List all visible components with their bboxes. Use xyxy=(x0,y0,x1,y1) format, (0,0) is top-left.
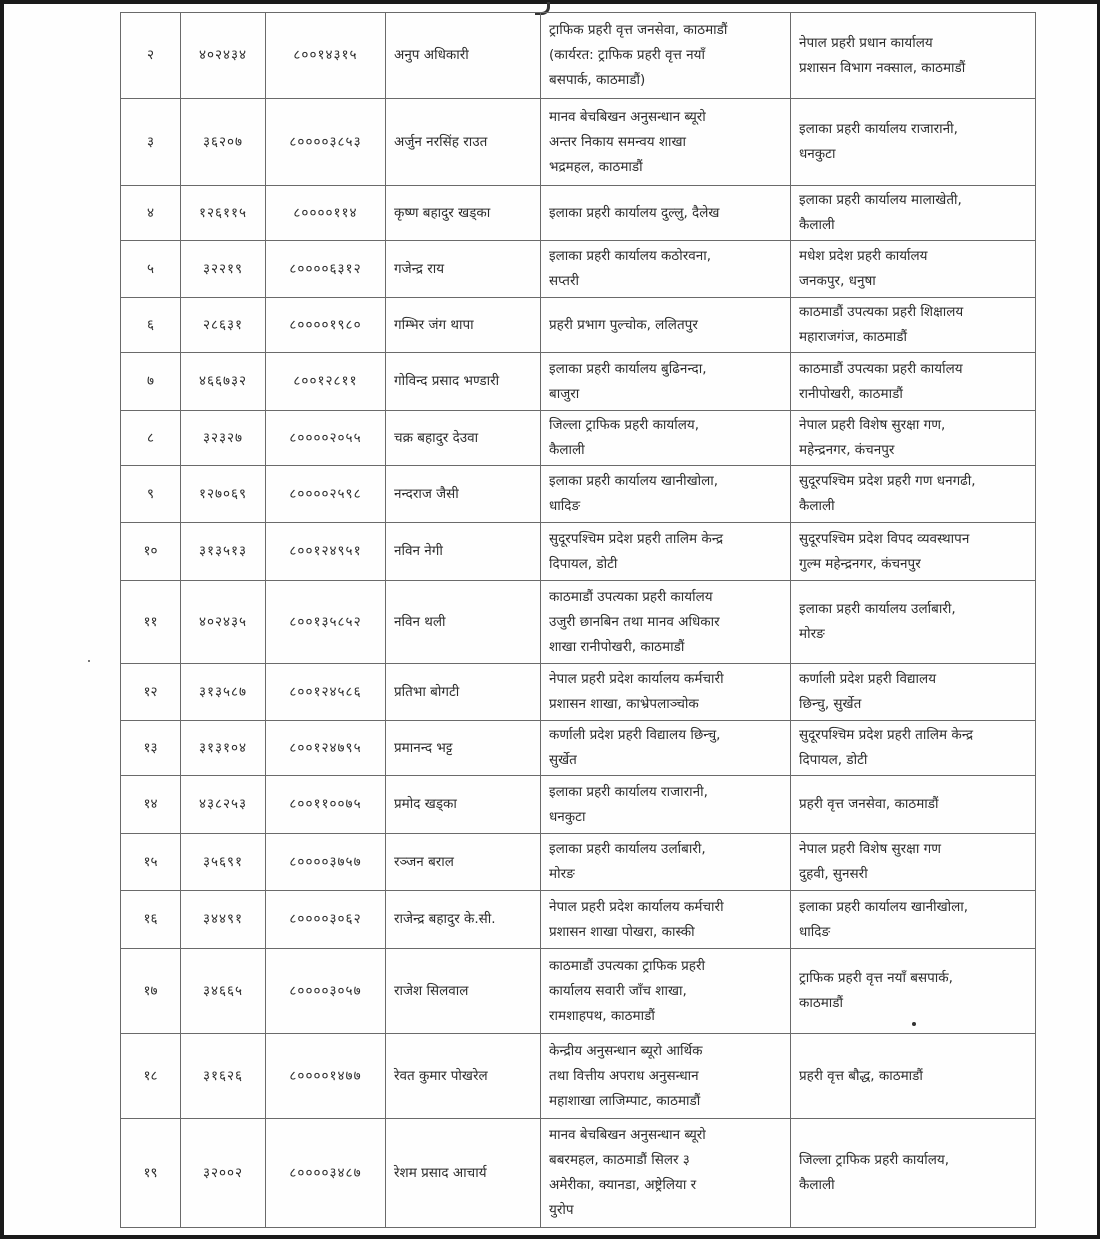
id-number-cell: ४०२४३४ xyxy=(181,13,266,99)
code-number-cell: ८००१२४९५१ xyxy=(266,523,386,581)
code-number-cell: ८००००२५९८ xyxy=(266,466,386,523)
code-number-cell: ८००००३८५३ xyxy=(266,99,386,186)
current-office-cell xyxy=(541,834,791,891)
id-number-cell: ४३८२५३ xyxy=(181,776,266,834)
serial-cell: १० xyxy=(121,523,181,581)
code-number-cell: ८००००३०६२ xyxy=(266,891,386,949)
current-office-line: सुदूरपश्चिम प्रदेश प्रहरी तालिम केन्द्र xyxy=(549,530,724,547)
table-row xyxy=(121,1119,1036,1228)
current-office-line: अमेरीका, क्यानडा, अष्ट्रेलिया र xyxy=(549,1177,697,1193)
current-office-cell xyxy=(541,298,791,353)
name-cell: अनुप अधिकारी xyxy=(386,13,541,99)
id-number-cell: ४०२४३५ xyxy=(181,581,266,664)
serial-cell: १२ xyxy=(121,664,181,721)
current-office-line: बसपार्क, काठमाडौं) xyxy=(549,72,646,88)
table-row xyxy=(121,664,1036,721)
transferred-office-line: दुहवी, सुनसरी xyxy=(799,866,868,882)
code-number-cell: ८००००३०५७ xyxy=(266,949,386,1034)
transferred-office-cell xyxy=(791,1119,1036,1228)
serial-cell: १३ xyxy=(121,721,181,776)
transferred-office-cell xyxy=(791,241,1036,298)
transferred-office-cell xyxy=(791,581,1036,664)
current-office-line: अन्तर निकाय समन्वय शाखा xyxy=(549,133,687,150)
transferred-office-cell xyxy=(791,891,1036,949)
transferred-office-line: इलाका प्रहरी कार्यालय राजारानी, xyxy=(799,121,958,137)
name-cell: राजेश सिलवाल xyxy=(386,949,541,1034)
code-number-cell: ८००१२४७९५ xyxy=(266,721,386,776)
transferred-office-line: प्रशासन विभाग नक्साल, काठमाडौं xyxy=(799,59,966,76)
table-row xyxy=(121,13,1036,99)
serial-cell: १४ xyxy=(121,776,181,834)
serial-cell: २ xyxy=(121,13,181,99)
code-number-cell: ८००१३५८५२ xyxy=(266,581,386,664)
table-row xyxy=(121,99,1036,186)
current-office-cell xyxy=(541,241,791,298)
current-office-line: प्रहरी प्रभाग पुल्चोक, ललितपुर xyxy=(549,316,698,333)
transferred-office-line: प्रहरी वृत्त बौद्ध, काठमाडौं xyxy=(799,1067,923,1084)
current-office-line: काठमाडौं उपत्यका ट्राफिक प्रहरी xyxy=(549,957,705,974)
transferred-office-cell xyxy=(791,834,1036,891)
current-office-line: युरोप xyxy=(549,1202,574,1218)
transferred-office-line: काठमाडौं उपत्यका प्रहरी शिक्षालय xyxy=(799,304,964,320)
current-office-cell xyxy=(541,581,791,664)
current-office-line: भद्रमहल, काठमाडौं xyxy=(549,158,643,175)
current-office-line: रामशाहपथ, काठमाडौं xyxy=(549,1007,655,1024)
current-office-line: कर्णाली प्रदेश प्रहरी विद्यालय छिन्चु, xyxy=(549,727,721,743)
transferred-office-cell xyxy=(791,523,1036,581)
id-number-cell: १२७०६९ xyxy=(181,466,266,523)
code-number-cell: ८००११००७५ xyxy=(266,776,386,834)
current-office-cell xyxy=(541,411,791,466)
name-cell: गजेन्द्र राय xyxy=(386,241,541,298)
code-number-cell: ८००१२८११ xyxy=(266,353,386,411)
transfer-table xyxy=(120,12,1036,1228)
name-cell: नन्दराज जैसी xyxy=(386,466,541,523)
current-office-line: सुर्खेत xyxy=(549,752,577,768)
current-office-line: बाजुरा xyxy=(549,385,580,402)
code-number-cell: ८००१४३१५ xyxy=(266,13,386,99)
table-row xyxy=(121,523,1036,581)
current-office-cell xyxy=(541,186,791,241)
transferred-office-line: काठमाडौं xyxy=(799,995,843,1011)
current-office-line: इलाका प्रहरी कार्यालय खानीखोला, xyxy=(549,473,719,489)
transferred-office-cell xyxy=(791,99,1036,186)
transferred-office-line: छिन्चु, सुर्खेत xyxy=(799,696,862,712)
current-office-cell xyxy=(541,664,791,721)
code-number-cell: ८००००२०५५ xyxy=(266,411,386,466)
current-office-line: इलाका प्रहरी कार्यालय कठोरवना, xyxy=(549,248,712,264)
name-cell: रेशम प्रसाद आचार्य xyxy=(386,1119,541,1228)
serial-cell: ८ xyxy=(121,411,181,466)
transferred-office-line: महाराजगंज, काठमाडौं xyxy=(799,329,907,345)
name-cell: प्रमानन्द भट्ट xyxy=(386,721,541,776)
transferred-office-line: मोरङ xyxy=(799,626,825,642)
transferred-office-line: प्रहरी वृत्त जनसेवा, काठमाडौं xyxy=(799,796,939,812)
current-office-line: कार्यालय सवारी जाँच शाखा, xyxy=(549,982,687,999)
id-number-cell: ३१३५८७ xyxy=(181,664,266,721)
serial-cell: ११ xyxy=(121,581,181,664)
code-number-cell: ८००००१४७७ xyxy=(266,1034,386,1119)
current-office-line: धनकुटा xyxy=(549,808,586,825)
transferred-office-line: काठमाडौं उपत्यका प्रहरी कार्यालय xyxy=(799,360,963,377)
table-body xyxy=(121,13,1036,1228)
table-row xyxy=(121,949,1036,1034)
current-office-cell xyxy=(541,1119,791,1228)
id-number-cell: ३१३५१३ xyxy=(181,523,266,581)
scan-dot xyxy=(912,1022,916,1026)
name-cell: कृष्ण बहादुर खड्का xyxy=(386,186,541,241)
transferred-office-cell xyxy=(791,466,1036,523)
serial-cell: १७ xyxy=(121,949,181,1034)
transferred-office-line: दिपायल, डोटी xyxy=(799,752,868,768)
name-cell: प्रतिभा बोगटी xyxy=(386,664,541,721)
table-row xyxy=(121,721,1036,776)
serial-cell: १८ xyxy=(121,1034,181,1119)
table-row xyxy=(121,411,1036,466)
transferred-office-line: जिल्ला ट्राफिक प्रहरी कार्यालय, xyxy=(799,1152,950,1168)
id-number-cell: ३५६९१ xyxy=(181,834,266,891)
transferred-office-line: सुदूरपश्चिम प्रदेश विपद व्यवस्थापन xyxy=(799,530,970,547)
id-number-cell: ३२३२७ xyxy=(181,411,266,466)
serial-cell: ७ xyxy=(121,353,181,411)
name-cell: नविन नेगी xyxy=(386,523,541,581)
current-office-cell xyxy=(541,1034,791,1119)
transferred-office-cell xyxy=(791,353,1036,411)
current-office-line: ट्राफिक प्रहरी वृत्त जनसेवा, काठमाडौं xyxy=(549,22,728,38)
transferred-office-line: इलाका प्रहरी कार्यालय खानीखोला, xyxy=(799,898,969,915)
code-number-cell: ८००००११४ xyxy=(266,186,386,241)
transferred-office-cell xyxy=(791,298,1036,353)
transferred-office-line: धादिङ xyxy=(799,923,831,940)
current-office-cell xyxy=(541,721,791,776)
table-row xyxy=(121,776,1036,834)
current-office-line: प्रशासन शाखा, काभ्रेपलाञ्चोक xyxy=(549,696,699,712)
code-number-cell: ८००१२४५८६ xyxy=(266,664,386,721)
current-office-line: प्रशासन शाखा पोखरा, कास्की xyxy=(549,923,695,940)
current-office-line: सप्तरी xyxy=(549,273,579,289)
serial-cell: ९ xyxy=(121,466,181,523)
transferred-office-line: धनकुटा xyxy=(799,146,836,162)
current-office-line: दिपायल, डोटी xyxy=(549,555,618,572)
id-number-cell: ३२२१९ xyxy=(181,241,266,298)
id-number-cell: १२६११५ xyxy=(181,186,266,241)
current-office-cell xyxy=(541,353,791,411)
serial-cell: ६ xyxy=(121,298,181,353)
transferred-office-cell xyxy=(791,13,1036,99)
id-number-cell: ३१३१०४ xyxy=(181,721,266,776)
name-cell: रेवत कुमार पोखरेल xyxy=(386,1034,541,1119)
current-office-cell xyxy=(541,13,791,99)
serial-cell: ४ xyxy=(121,186,181,241)
transferred-office-cell xyxy=(791,411,1036,466)
table-row xyxy=(121,834,1036,891)
transferred-office-cell xyxy=(791,1034,1036,1119)
table-row xyxy=(121,581,1036,664)
current-office-cell xyxy=(541,99,791,186)
current-office-line: बबरमहल, काठमाडौं सिलर ३ xyxy=(549,1152,690,1168)
transferred-office-line: गुल्म महेन्द्रनगर, कंचनपुर xyxy=(799,555,921,572)
transferred-office-line: मधेश प्रदेश प्रहरी कार्यालय xyxy=(799,248,928,264)
current-office-line: उजुरी छानबिन तथा मानव अधिकार xyxy=(549,613,720,630)
current-office-line: शाखा रानीपोखरी, काठमाडौं xyxy=(549,638,685,655)
current-office-line: इलाका प्रहरी कार्यालय बुढिनन्दा, xyxy=(549,360,707,377)
current-office-line: कैलाली xyxy=(549,442,585,458)
name-cell: चक्र बहादुर देउवा xyxy=(386,411,541,466)
transferred-office-cell xyxy=(791,776,1036,834)
transferred-office-line: महेन्द्रनगर, कंचनपुर xyxy=(799,442,895,458)
transferred-office-line: जनकपुर, धनुषा xyxy=(799,273,876,289)
serial-cell: १६ xyxy=(121,891,181,949)
transferred-office-line: इलाका प्रहरी कार्यालय मालाखेती, xyxy=(799,192,962,208)
table-row xyxy=(121,241,1036,298)
table-row xyxy=(121,891,1036,949)
code-number-cell: ८००००३७५७ xyxy=(266,834,386,891)
current-office-line: नेपाल प्रहरी प्रदेश कार्यालय कर्मचारी xyxy=(549,898,724,915)
transferred-office-line: कर्णाली प्रदेश प्रहरी विद्यालय xyxy=(799,671,937,687)
table-row xyxy=(121,1034,1036,1119)
transferred-office-line: सुदूरपश्चिम प्रदेश प्रहरी तालिम केन्द्र xyxy=(799,727,974,743)
serial-cell: १९ xyxy=(121,1119,181,1228)
code-number-cell: ८००००६३१२ xyxy=(266,241,386,298)
current-office-line: केन्द्रीय अनुसन्धान ब्यूरो आर्थिक xyxy=(549,1042,703,1059)
current-office-line: इलाका प्रहरी कार्यालय उर्लाबारी, xyxy=(549,841,706,857)
id-number-cell: ३२००२ xyxy=(181,1119,266,1228)
id-number-cell: ३४६६५ xyxy=(181,949,266,1034)
current-office-cell xyxy=(541,523,791,581)
table-row xyxy=(121,466,1036,523)
transferred-office-line: इलाका प्रहरी कार्यालय उर्लाबारी, xyxy=(799,601,956,617)
current-office-cell xyxy=(541,466,791,523)
code-number-cell: ८००००३४८७ xyxy=(266,1119,386,1228)
serial-cell: ५ xyxy=(121,241,181,298)
code-number-cell: ८००००१९८० xyxy=(266,298,386,353)
id-number-cell: ४६६७३२ xyxy=(181,353,266,411)
current-office-line: महाशाखा लाजिम्पाट, काठमाडौं xyxy=(549,1092,701,1109)
name-cell: राजेन्द्र बहादुर के.सी. xyxy=(386,891,541,949)
current-office-line: मोरङ xyxy=(549,866,575,882)
name-cell: अर्जुन नरसिंह राउत xyxy=(386,99,541,186)
transferred-office-line: कैलाली xyxy=(799,1177,835,1193)
table-row xyxy=(121,186,1036,241)
id-number-cell: ३६२०७ xyxy=(181,99,266,186)
transferred-office-line: कैलाली xyxy=(799,498,835,514)
transferred-office-line: सुदूरपश्चिम प्रदेश प्रहरी गण धनगढी, xyxy=(799,473,976,489)
current-office-line: काठमाडौं उपत्यका प्रहरी कार्यालय xyxy=(549,588,713,605)
serial-cell: १५ xyxy=(121,834,181,891)
current-office-line: नेपाल प्रहरी प्रदेश कार्यालय कर्मचारी xyxy=(549,671,724,687)
transferred-office-line: कैलाली xyxy=(799,217,835,233)
transferred-office-cell xyxy=(791,949,1036,1034)
current-office-line: जिल्ला ट्राफिक प्रहरी कार्यालय, xyxy=(549,417,700,433)
current-office-line: (कार्यरत: ट्राफिक प्रहरी वृत्त नयाँ xyxy=(549,47,705,63)
name-cell: रञ्जन बराल xyxy=(386,834,541,891)
current-office-line: तथा वित्तीय अपराध अनुसन्धान xyxy=(549,1067,699,1084)
current-office-line: इलाका प्रहरी कार्यालय राजारानी, xyxy=(549,783,708,800)
transferred-office-line: नेपाल प्रहरी विशेष सुरक्षा गण, xyxy=(799,417,946,433)
transferred-office-line: नेपाल प्रहरी विशेष सुरक्षा गण xyxy=(799,841,942,857)
table-row xyxy=(121,298,1036,353)
name-cell: गम्भिर जंग थापा xyxy=(386,298,541,353)
current-office-line: धादिङ xyxy=(549,498,581,514)
transferred-office-cell xyxy=(791,186,1036,241)
name-cell: नविन थली xyxy=(386,581,541,664)
current-office-line: इलाका प्रहरी कार्यालय दुल्लु, दैलेख xyxy=(549,204,720,221)
id-number-cell: ३१६२६ xyxy=(181,1034,266,1119)
current-office-cell xyxy=(541,776,791,834)
serial-cell: ३ xyxy=(121,99,181,186)
scan-speck xyxy=(88,660,90,662)
current-office-cell xyxy=(541,949,791,1034)
transferred-office-line: रानीपोखरी, काठमाडौं xyxy=(799,385,903,402)
table-row xyxy=(121,353,1036,411)
id-number-cell: ३४४९१ xyxy=(181,891,266,949)
current-office-line: मानव बेचबिखन अनुसन्धान ब्यूरो xyxy=(549,1127,706,1143)
name-cell: प्रमोद खड्का xyxy=(386,776,541,834)
transferred-office-cell xyxy=(791,664,1036,721)
transferred-office-line: नेपाल प्रहरी प्रधान कार्यालय xyxy=(799,34,933,51)
transferred-office-line: ट्राफिक प्रहरी वृत्त नयाँ बसपार्क, xyxy=(799,970,953,986)
transferred-office-cell xyxy=(791,721,1036,776)
current-office-line: मानव बेचबिखन अनुसन्धान ब्यूरो xyxy=(549,108,706,125)
name-cell: गोविन्द प्रसाद भण्डारी xyxy=(386,353,541,411)
id-number-cell: २८६३१ xyxy=(181,298,266,353)
current-office-cell xyxy=(541,891,791,949)
